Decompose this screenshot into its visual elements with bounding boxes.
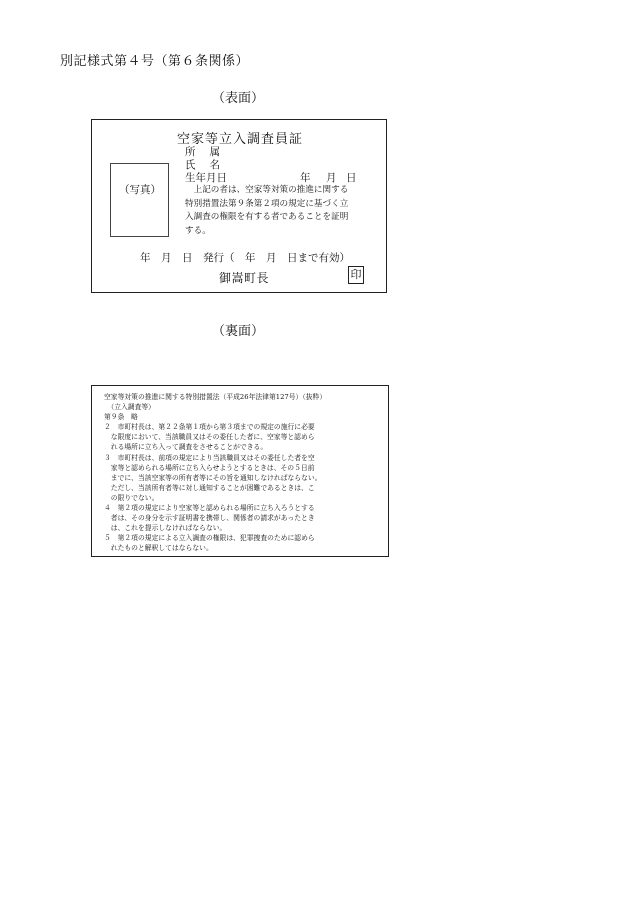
certification-line: 入調査の権限を有する者であることを証明 bbox=[185, 212, 349, 222]
back-side-label: （裏面） bbox=[212, 324, 265, 339]
law-excerpt-line: れたものと解釈してはならない。 bbox=[104, 544, 213, 553]
law-excerpt bbox=[104, 392, 326, 554]
mayor-signature: 御嵩町長 bbox=[219, 271, 270, 285]
law-excerpt-line: ２ 市町村長は、第２２条第１項から第３項までの規定の施行に必要 bbox=[104, 423, 315, 432]
law-excerpt-line: な限度において、当該職員又はその委任した者に、空家等と認めら bbox=[104, 433, 315, 442]
photo-box bbox=[110, 163, 169, 237]
certification-text bbox=[185, 184, 381, 238]
form-title: 別記様式第４号（第６条関係） bbox=[60, 54, 250, 69]
certification-line: する。 bbox=[185, 225, 211, 236]
law-excerpt-line: ３ 市町村長は、前項の規定により当該職員又はその委任した者を空 bbox=[104, 453, 315, 462]
law-excerpt-line: 者は、その身分を示す証明書を携帯し、関係者の請求があったとき bbox=[104, 514, 315, 523]
name-label: 氏名 bbox=[185, 159, 234, 171]
issue-validity-line: 年 月 日 発行（ 年 月 日まで有効） bbox=[140, 252, 350, 264]
law-excerpt-line: ４ 第２項の規定により空家等と認められる場所に立ち入ろうとする bbox=[104, 504, 315, 513]
birthdate-label: 生年月日 bbox=[185, 172, 227, 184]
birth-month-label: 月 bbox=[326, 172, 337, 184]
birth-year-label: 年 bbox=[300, 172, 311, 184]
certification-line: 上記の者は、空家等対策の推進に関する bbox=[185, 185, 349, 195]
law-excerpt-line: れる場所に立ち入って調査をさせることができる。 bbox=[104, 443, 268, 452]
photo-label: （写真） bbox=[119, 184, 161, 196]
seal-stamp: 印 bbox=[348, 266, 364, 284]
id-card-back bbox=[91, 385, 389, 557]
birth-day-label: 日 bbox=[346, 172, 357, 184]
front-side-label: （表面） bbox=[212, 91, 265, 106]
law-excerpt-line: ５ 第２項の規定による立入調査の権限は、犯罪捜査のために認めら bbox=[104, 534, 315, 543]
law-excerpt-line: の限りでない。 bbox=[104, 493, 159, 502]
certification-line: 特別措置法第９条第２項の規定に基づく立 bbox=[185, 198, 349, 209]
law-excerpt-line: ただし、当該所有者等に対し通知することが困難であるときは、こ bbox=[104, 483, 315, 492]
affiliation-label: 所属 bbox=[185, 146, 234, 158]
law-excerpt-line: 家等と認められる場所に立ち入らせようとするときは、その５日前 bbox=[104, 463, 315, 472]
law-excerpt-line: は、これを提示しなければならない。 bbox=[104, 524, 227, 533]
id-card-front bbox=[91, 119, 387, 293]
law-excerpt-line: 空家等対策の推進に関する特別措置法（平成26年法律第127号）（抜粋） bbox=[104, 393, 327, 401]
law-excerpt-line: までに、当該空家等の所有者等にその旨を通知しなければならない。 bbox=[104, 473, 322, 482]
law-excerpt-line: （立入調査等） bbox=[104, 403, 155, 412]
card-title: 空家等立入調査員証 bbox=[177, 132, 304, 147]
law-excerpt-line: 第９条 略 bbox=[104, 413, 138, 422]
